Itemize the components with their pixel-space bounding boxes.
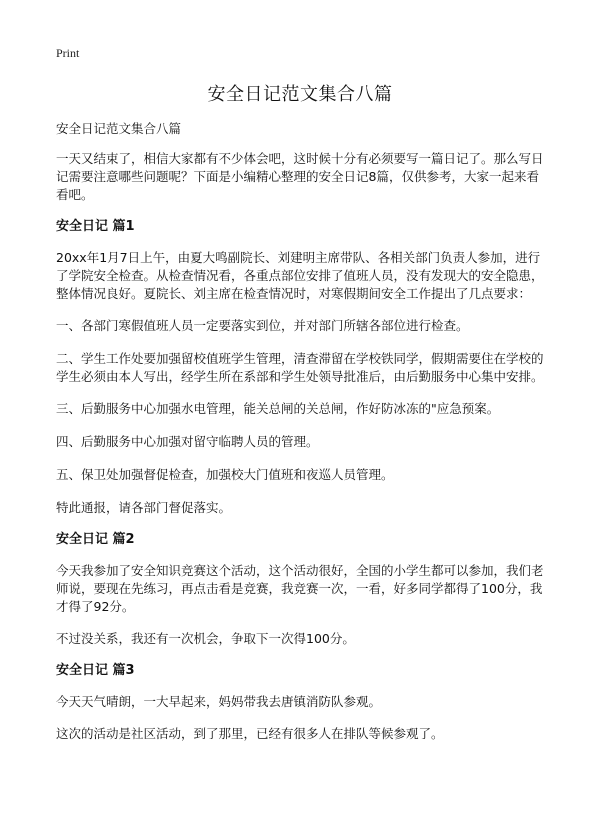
intro-paragraph: 一天又结束了，相信大家都有不少体会吧，这时候十分有必须要写一篇日记了。那么写日记需要注意哪些问题呢？下面是小编精心整理的安全日记8篇，仅供参考，大家一起来看看吧。 — [56, 151, 544, 202]
section-paragraph: 20xx年1月7日上午，由夏大鸣副院长、刘建明主席带队、各相关部门负责人参加，进行了学院安全检查。从检查情况看，各重点部位安排了值班人员，没有发现大的安全隐患，整体情况良好。夏院长、刘主席在检查情况时，对寒假期间安全工作提出了几点要求： — [56, 250, 544, 301]
section-paragraph: 五、保卫处加强督促检查，加强校大门值班和夜巡人员管理。 — [56, 467, 394, 482]
section-heading: 安全日记 篇3 — [56, 663, 135, 678]
section-paragraph: 四、后勤服务中心加强对留守临聘人员的管理。 — [56, 434, 319, 449]
section-heading: 安全日记 篇1 — [56, 219, 135, 234]
section-paragraph: 二、学生工作处要加强留校值班学生管理，清查滞留在学校铁同学，假期需要住在学校的学生必须由本人写出，经学生所在系部和学生处领导批准后，由后勤服务中心集中安排。 — [56, 351, 544, 384]
document-title: 安全日记范文集合八篇 — [207, 84, 393, 105]
section-paragraph: 不过没关系，我还有一次机会，争取下一次得100分。 — [56, 631, 355, 646]
section-heading: 安全日记 篇2 — [56, 532, 135, 547]
section-paragraph: 这次的活动是社区活动，到了那里，已经有很多人在排队等候参观了。 — [56, 726, 444, 741]
section-paragraph: 今天天气晴朗，一大早起来，妈妈带我去唐镇消防队参观。 — [56, 694, 382, 709]
section-paragraph: 三、后勤服务中心加强水电管理，能关总闸的关总闸，作好防冰冻的"应急预案。 — [56, 401, 500, 416]
section-paragraph: 今天我参加了安全知识竞赛这个活动，这个活动很好，全国的小学生都可以参加，我们老师说，要现在先练习，再点击看是竞赛，我竞赛一次，一看，好多同学都得了100分，我才得了92分。 — [56, 563, 544, 614]
document-body — [56, 120, 546, 743]
section-paragraph: 特此通报，请各部门督促落实。 — [56, 500, 232, 515]
section-paragraph: 一、各部门寒假值班人员一定要落实到位，并对部门所辖各部位进行检查。 — [56, 318, 469, 333]
document-subtitle: 安全日记范文集合八篇 — [56, 121, 182, 136]
print-link[interactable]: Print — [56, 46, 80, 60]
